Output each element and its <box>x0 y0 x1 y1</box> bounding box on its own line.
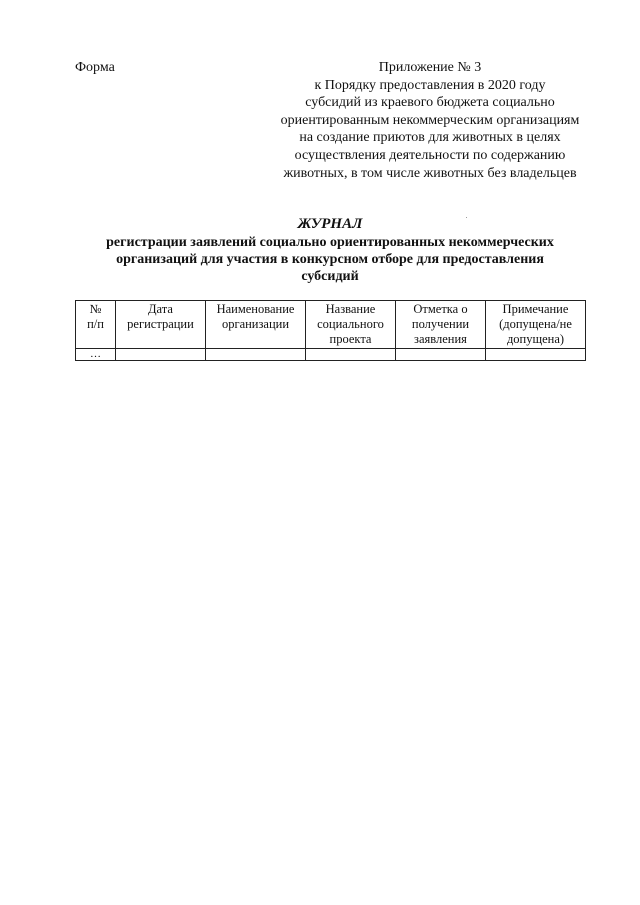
journal-heading: ЖУРНАЛ <box>297 216 363 232</box>
header-text-line: № <box>89 302 102 316</box>
appendix-line: ориентированным некоммерческим организациям <box>280 112 580 128</box>
table-cell <box>116 349 206 361</box>
appendix-line: Приложение № 3 <box>378 60 482 75</box>
appendix-line: субсидий из краевого бюджета социально <box>305 95 555 111</box>
header-text-line: допущена) <box>506 332 565 346</box>
table-cell: … <box>76 349 116 361</box>
appendix-block <box>262 59 598 182</box>
table-header-row <box>76 301 586 349</box>
scan-speck <box>466 217 467 218</box>
header-text-line: организации <box>221 317 290 331</box>
header-text-line: социального <box>317 317 384 331</box>
header-text-line: Отметка о <box>413 302 468 316</box>
table-cell <box>486 349 586 361</box>
column-header-receipt-mark <box>396 301 486 349</box>
appendix-line: осуществления деятельности по содержанию <box>294 147 566 163</box>
column-header-project <box>306 301 396 349</box>
header-text-line: заявления <box>414 332 467 346</box>
header-text-line: (допущена/не <box>499 317 572 331</box>
column-header-date <box>116 301 206 349</box>
table-cell <box>396 349 486 361</box>
title-line: субсидий <box>301 269 359 284</box>
column-header-organization <box>206 301 306 349</box>
appendix-line: на создание приютов для животных в целях <box>299 130 561 146</box>
registration-table <box>75 300 586 361</box>
document-title <box>60 215 600 285</box>
header-text-line: п/п <box>87 317 104 331</box>
table-cell <box>306 349 396 361</box>
title-line: регистрации заявлений социально ориентированных некоммерческих <box>106 235 554 250</box>
header-text-line: проекта <box>329 332 372 346</box>
header-text-line: Дата <box>148 302 173 316</box>
title-line: организаций для участия в конкурсном отборе для предоставления <box>116 252 544 267</box>
appendix-line: к Порядку предоставления в 2020 году <box>314 77 546 93</box>
header-text-line: Наименование <box>216 302 295 316</box>
appendix-line: животных, в том числе животных без владельцев <box>283 165 577 181</box>
table-row <box>76 349 586 361</box>
column-header-note <box>486 301 586 349</box>
header-text-line: получении <box>411 317 470 331</box>
header-text-line: регистрации <box>127 317 194 331</box>
header-text-line: Название <box>325 302 376 316</box>
table-cell <box>206 349 306 361</box>
header-text-line: Примечание <box>502 302 569 316</box>
column-header-number <box>76 301 116 349</box>
form-label: Форма <box>75 60 115 75</box>
